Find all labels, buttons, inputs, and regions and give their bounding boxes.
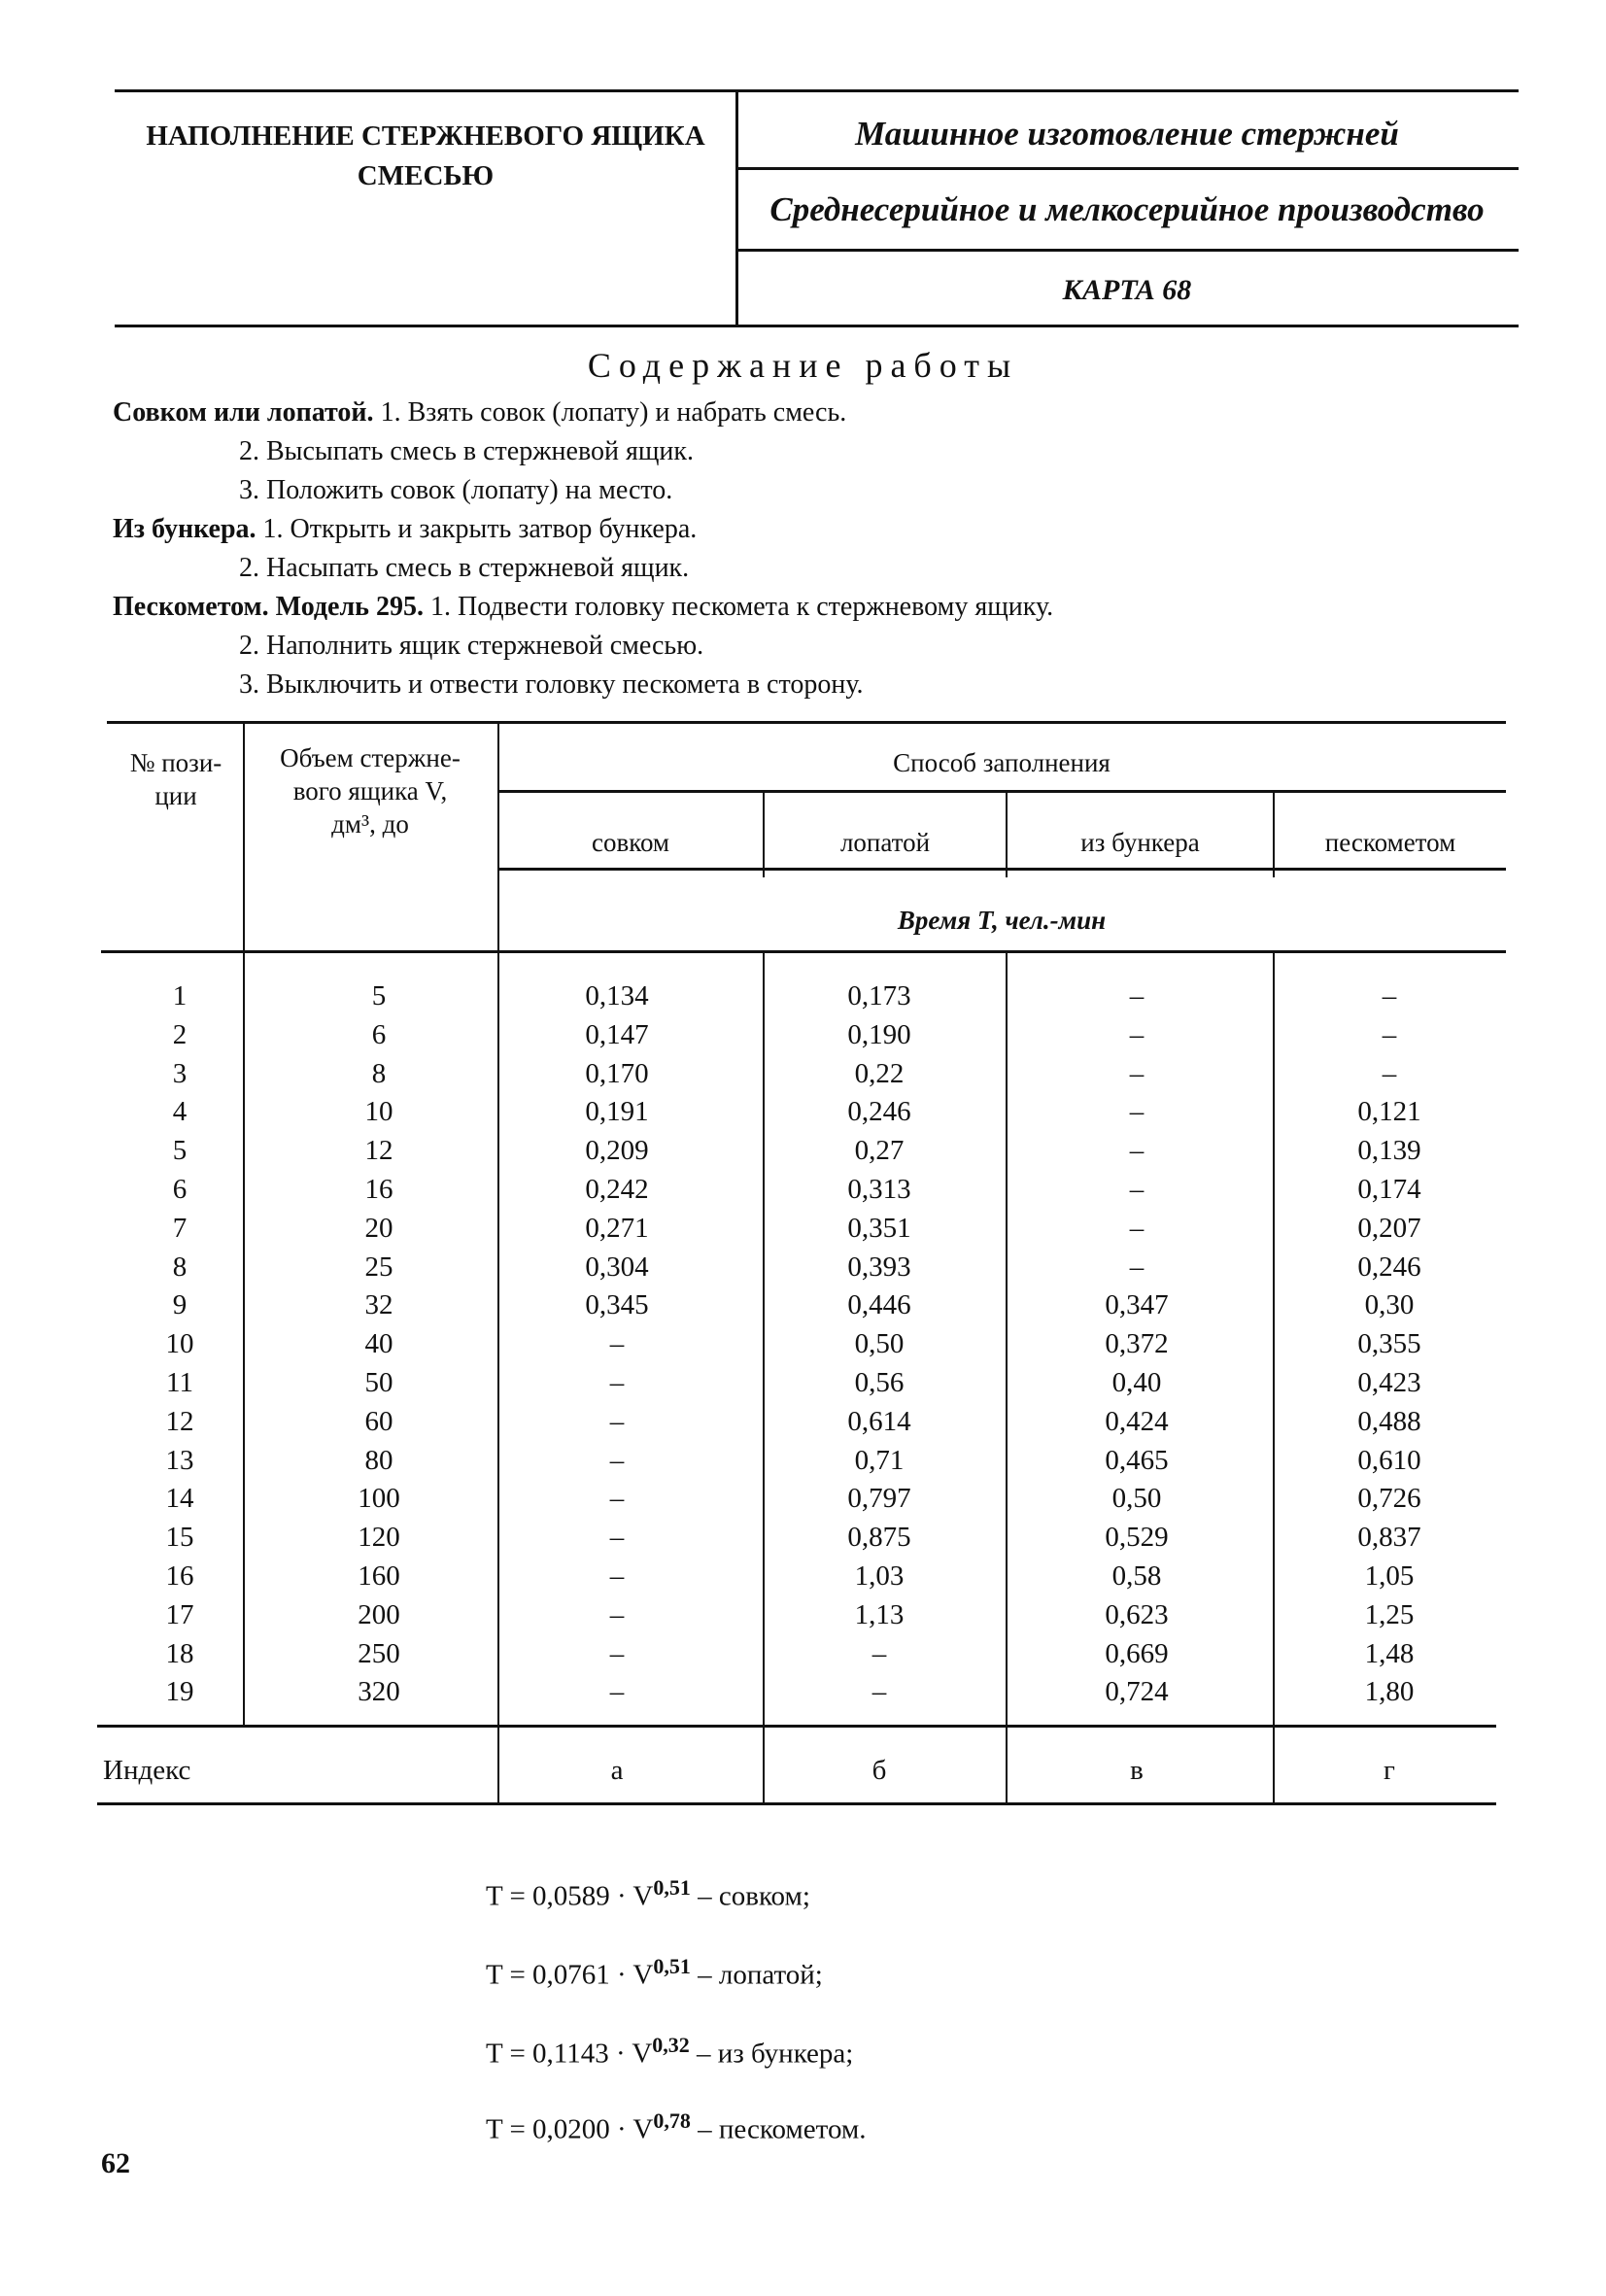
table-cell: 0,190	[847, 1018, 911, 1050]
formula-expression: T = 0,1143 · V	[486, 2038, 653, 2070]
index-g: г	[1384, 1755, 1395, 1786]
table-cell: 0,393	[847, 1251, 911, 1283]
col-header-line: Объем стержне-	[280, 743, 461, 772]
table-cell: 11	[166, 1366, 193, 1398]
index-v: в	[1130, 1755, 1144, 1786]
table-body-bottom-rule	[97, 1725, 1496, 1728]
table-cell: 0,465	[1105, 1444, 1169, 1476]
table-cell: 5	[371, 980, 387, 1011]
method-header-rule	[497, 790, 1506, 793]
table-cell: 0,58	[1111, 1559, 1162, 1592]
method-name: Совком или лопатой.	[113, 397, 374, 428]
table-cell: 12	[364, 1135, 393, 1167]
table-cell: 0,246	[1357, 1251, 1421, 1283]
formula-expression: T = 0,0761 · V	[486, 1959, 654, 1991]
table-cell: 0,837	[1357, 1522, 1421, 1554]
formula-exponent: 0,32	[652, 2033, 690, 2057]
table-cell: 0,50	[1111, 1483, 1162, 1515]
table-row	[0, 1480, 1606, 1519]
table-cell: 0,30	[1364, 1289, 1415, 1321]
table-cell: 40	[364, 1328, 393, 1360]
table-row	[0, 1364, 1606, 1403]
col-header-line: ции	[154, 781, 197, 810]
table-cell: 0,446	[847, 1289, 911, 1321]
table-body	[0, 977, 1606, 1712]
table-cell: 6	[172, 1173, 188, 1205]
table-cell: 25	[364, 1251, 393, 1283]
formula-method: – из бункера;	[689, 2038, 854, 2070]
table-row	[0, 1673, 1606, 1712]
table-cell: 10	[165, 1328, 194, 1360]
table-cell: –	[1129, 1096, 1145, 1128]
col-header-line: дм³, до	[331, 809, 409, 839]
table-cell: –	[1129, 1251, 1145, 1283]
table-cell: –	[609, 1483, 625, 1515]
table-cell: –	[1382, 980, 1397, 1011]
table-cell: 19	[165, 1676, 194, 1708]
table-cell: 15	[165, 1522, 194, 1554]
table-cell: 1,13	[854, 1598, 905, 1630]
table-cell: 0,170	[585, 1057, 649, 1089]
work-steps	[113, 394, 1053, 704]
table-cell: 0,797	[847, 1483, 911, 1515]
formula-exponent: 0,51	[653, 1954, 691, 1978]
table-cell: 0,56	[854, 1366, 905, 1398]
table-row	[0, 977, 1606, 1016]
table-cell: 14	[165, 1483, 194, 1515]
step-line	[113, 394, 1053, 432]
table-cell: –	[1129, 1135, 1145, 1167]
table-cell: 0,27	[854, 1135, 905, 1167]
table-cell: –	[1129, 1212, 1145, 1244]
table-cell: 1,48	[1364, 1637, 1415, 1669]
col-header-line: вого ящика V,	[292, 776, 448, 805]
table-row	[0, 1210, 1606, 1249]
table-cell: –	[1382, 1057, 1397, 1089]
method-scoop: совком	[591, 828, 670, 857]
table-cell: 10	[364, 1096, 393, 1128]
table-cell: 32	[364, 1289, 393, 1321]
table-cell: 0,423	[1357, 1366, 1421, 1398]
formula-scoop	[486, 1875, 810, 1913]
table-cell: 17	[165, 1598, 194, 1630]
method-names-rule	[497, 868, 1506, 871]
table-cell: 0,529	[1105, 1522, 1169, 1554]
table-bottom-rule	[97, 1802, 1496, 1805]
table-cell: 6	[371, 1018, 387, 1050]
step-line: 2. Высыпать смесь в стержневой ящик.	[239, 436, 695, 466]
table-cell: 0,209	[585, 1135, 649, 1167]
header-bottom-rule	[115, 325, 1519, 327]
table-cell: 120	[358, 1522, 400, 1554]
table-cell: 250	[358, 1637, 400, 1669]
step-text: 1. Взять совок (лопату) и набрать смесь.	[380, 397, 847, 428]
step-line: 2. Насыпать смесь в стержневой ящик.	[239, 553, 690, 583]
table-row	[0, 1093, 1606, 1132]
table-cell: 4	[172, 1096, 188, 1128]
table-cell: 0,424	[1105, 1405, 1169, 1437]
formula-method: – совком;	[690, 1880, 810, 1912]
table-cell: 0,345	[585, 1289, 649, 1321]
table-cell: 1,25	[1364, 1598, 1415, 1630]
table-row	[0, 1442, 1606, 1481]
col-header-position	[109, 746, 243, 812]
table-cell: 1,80	[1364, 1676, 1415, 1708]
step-line	[113, 588, 1053, 627]
table-row	[0, 1249, 1606, 1287]
table-cell: 5	[172, 1135, 188, 1167]
table-cell: –	[609, 1444, 625, 1476]
table-cell: 0,134	[585, 980, 649, 1011]
table-row	[0, 1055, 1606, 1094]
table-row	[0, 1596, 1606, 1635]
table-cell: 8	[371, 1057, 387, 1089]
step-line: 3. Положить совок (лопату) на место.	[239, 475, 673, 505]
table-row	[0, 1171, 1606, 1210]
table-header-bottom-rule	[101, 950, 1506, 953]
table-cell: –	[609, 1637, 625, 1669]
step-line	[113, 510, 1053, 549]
table-row	[0, 1558, 1606, 1596]
table-row	[0, 1286, 1606, 1325]
table-cell: 0,121	[1357, 1096, 1421, 1128]
table-cell: 0,147	[585, 1018, 649, 1050]
method-name: Из бункера.	[113, 514, 256, 544]
table-cell: 1,05	[1364, 1559, 1415, 1592]
table-cell: 320	[358, 1676, 400, 1708]
table-row	[0, 1016, 1606, 1055]
table-cell: 3	[172, 1057, 188, 1089]
table-cell: 1,03	[854, 1559, 905, 1592]
category-title: Машинное изготовление стержней	[855, 115, 1399, 153]
table-cell: 9	[172, 1289, 188, 1321]
table-cell: 0,372	[1105, 1328, 1169, 1360]
table-cell: 0,271	[585, 1212, 649, 1244]
table-cell: –	[1129, 980, 1145, 1011]
table-cell: 50	[364, 1366, 393, 1398]
table-cell: 160	[358, 1559, 400, 1592]
table-cell: 8	[172, 1251, 188, 1283]
table-cell: 0,351	[847, 1212, 911, 1244]
header-top-rule	[115, 89, 1519, 92]
table-cell: –	[871, 1676, 887, 1708]
table-cell: 0,50	[854, 1328, 905, 1360]
table-cell: –	[609, 1366, 625, 1398]
table-cell: 12	[165, 1405, 194, 1437]
table-cell: 0,40	[1111, 1366, 1162, 1398]
index-label: Индекс	[103, 1755, 191, 1786]
table-cell: –	[609, 1405, 625, 1437]
table-cell: 60	[364, 1405, 393, 1437]
method-shovel: лопатой	[839, 828, 931, 857]
formula-shovel	[486, 1954, 823, 1992]
table-cell: 0,207	[1357, 1212, 1421, 1244]
step-line: 3. Выключить и отвести головку пескомета в сторону.	[239, 669, 864, 700]
table-cell: –	[1129, 1057, 1145, 1089]
table-cell: –	[1129, 1018, 1145, 1050]
formula-expression: T = 0,0589 · V	[486, 1880, 654, 1912]
card-number: КАРТА 68	[1062, 274, 1192, 306]
table-cell: 0,610	[1357, 1444, 1421, 1476]
table-cell: 0,173	[847, 980, 911, 1011]
step-text: 1. Подвести головку пескомета к стержневому ящику.	[430, 592, 1054, 622]
formula-exponent: 0,78	[653, 2108, 691, 2133]
table-cell: 7	[172, 1212, 188, 1244]
page-number: 62	[101, 2147, 130, 2179]
table-cell: –	[609, 1676, 625, 1708]
table-cell: 0,623	[1105, 1598, 1169, 1630]
header-right-rule-1	[738, 167, 1519, 170]
table-row	[0, 1519, 1606, 1558]
step-text: 1. Открыть и закрыть затвор бункера.	[262, 514, 698, 544]
method-hopper: из бункера	[1080, 828, 1200, 857]
table-cell: 0,191	[585, 1096, 649, 1128]
table-cell: –	[1129, 1173, 1145, 1205]
production-type: Среднесерийное и мелкосерийное производство	[769, 190, 1485, 228]
col-header-line: № пози-	[129, 748, 222, 777]
table-cell: –	[609, 1328, 625, 1360]
table-cell: 1	[172, 980, 188, 1011]
table-cell: 0,875	[847, 1522, 911, 1554]
table-row	[0, 1635, 1606, 1674]
col-header-volume	[245, 741, 495, 840]
table-cell: 100	[358, 1483, 400, 1515]
time-unit-label: Время Т, чел.-мин	[897, 906, 1107, 935]
formula-hopper	[486, 2033, 853, 2071]
method-header: Способ заполнения	[893, 748, 1111, 777]
table-cell: 0,313	[847, 1173, 911, 1205]
table-cell: 0,174	[1357, 1173, 1421, 1205]
table-cell: 0,726	[1357, 1483, 1421, 1515]
formula-method: – лопатой;	[690, 1959, 823, 1991]
method-sand-slinger: пескометом	[1324, 828, 1456, 857]
table-cell: 16	[165, 1559, 194, 1592]
table-cell: 0,355	[1357, 1328, 1421, 1360]
table-row	[0, 1132, 1606, 1171]
table-cell: 0,246	[847, 1096, 911, 1128]
table-cell: 0,22	[854, 1057, 905, 1089]
formula-exponent: 0,51	[653, 1875, 691, 1900]
index-b: б	[871, 1755, 887, 1786]
table-row	[0, 1325, 1606, 1364]
table-cell: 0,724	[1105, 1676, 1169, 1708]
header-right-rule-2	[738, 249, 1519, 252]
table-cell: –	[609, 1522, 625, 1554]
work-content-title: Содержание работы	[587, 346, 1019, 385]
table-cell: 16	[364, 1173, 393, 1205]
table-cell: 80	[364, 1444, 393, 1476]
formula-sand-slinger	[486, 2108, 867, 2146]
table-cell: 13	[165, 1444, 194, 1476]
table-cell: 0,304	[585, 1251, 649, 1283]
table-cell: 0,669	[1105, 1637, 1169, 1669]
table-cell: –	[609, 1598, 625, 1630]
table-cell: 0,614	[847, 1405, 911, 1437]
table-cell: 20	[364, 1212, 393, 1244]
table-row	[0, 1403, 1606, 1442]
table-cell: 0,488	[1357, 1405, 1421, 1437]
table-cell: –	[871, 1637, 887, 1669]
table-cell: 18	[165, 1637, 194, 1669]
table-top-rule	[107, 721, 1506, 724]
method-name: Пескометом. Модель 295.	[113, 592, 424, 622]
table-cell: –	[609, 1559, 625, 1592]
index-a: а	[610, 1755, 624, 1786]
formula-expression: T = 0,0200 · V	[486, 2113, 654, 2145]
table-cell: 0,139	[1357, 1135, 1421, 1167]
table-cell: 2	[172, 1018, 188, 1050]
table-cell: 200	[358, 1598, 400, 1630]
formula-method: – пескометом.	[690, 2113, 867, 2145]
table-cell: 0,347	[1105, 1289, 1169, 1321]
table-cell: 0,242	[585, 1173, 649, 1205]
table-cell: 0,71	[854, 1444, 905, 1476]
section-title: НАПОЛНЕНИЕ СТЕРЖНЕВОГО ЯЩИКА СМЕСЬЮ	[146, 120, 705, 191]
step-line: 2. Наполнить ящик стержневой смесью.	[239, 631, 704, 661]
table-cell: –	[1382, 1018, 1397, 1050]
